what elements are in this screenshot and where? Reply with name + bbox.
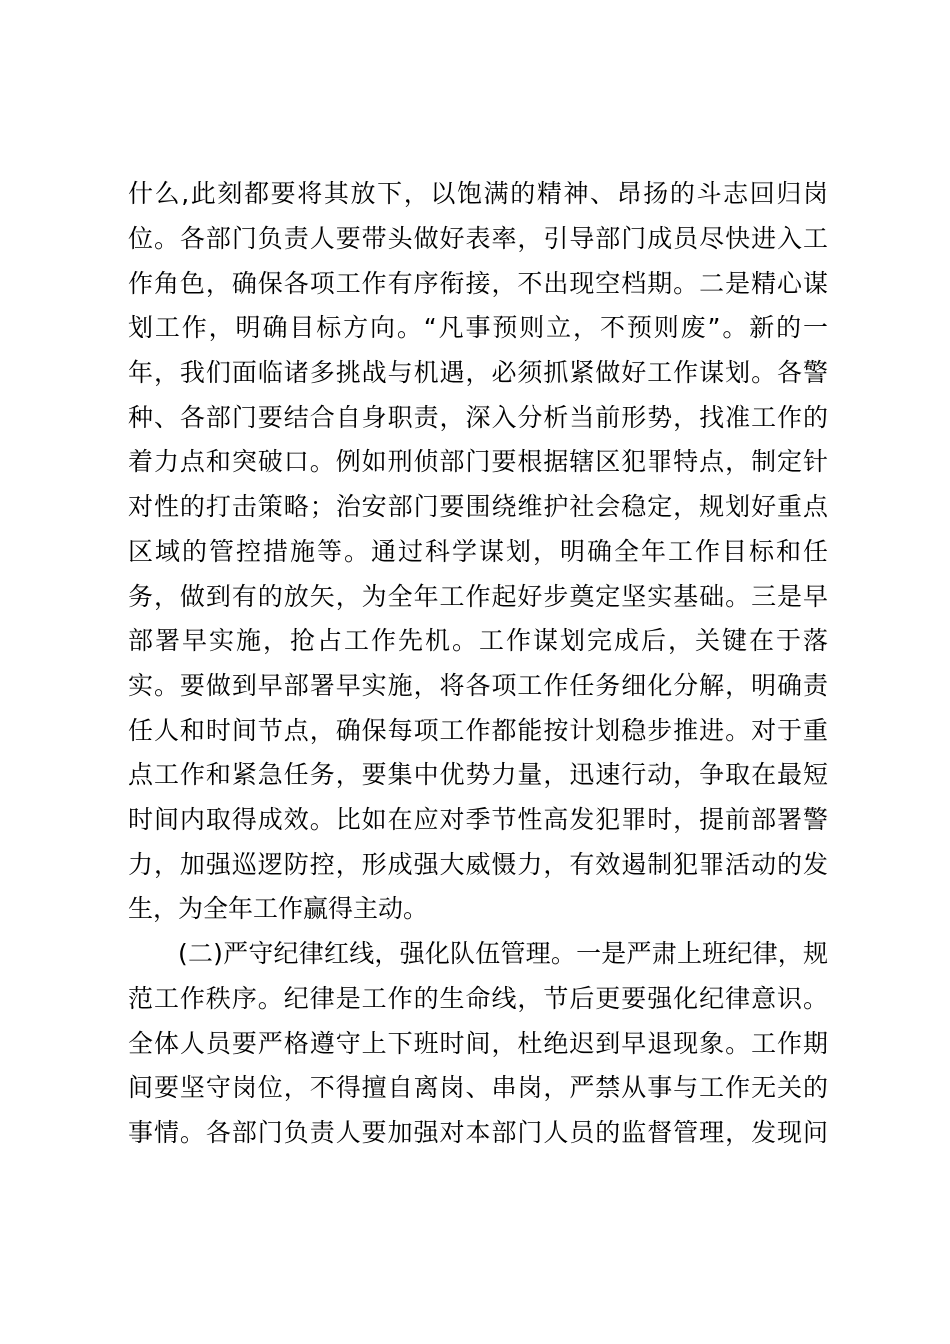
body-text-line-5: 年，我们面临诸多挑战与机遇，必须抓紧做好工作谋划。各警 xyxy=(128,358,828,387)
body-text-line-21: 间要坚守岗位，不得擅自离岗、串岗，严禁从事与工作无关的 xyxy=(128,1073,828,1102)
body-text-line-14: 点工作和紧急任务，要集中优势力量，迅速行动，争取在最短 xyxy=(128,760,828,789)
body-text-line-7: 着力点和突破口。例如刑侦部门要根据辖区犯罪特点，制定针 xyxy=(128,447,828,476)
body-text-line-16: 力，加强巡逻防控，形成强大威慑力，有效遏制犯罪活动的发 xyxy=(128,850,828,879)
body-text-line-17: 生，为全年工作赢得主动。 xyxy=(128,894,429,923)
body-text-line-9: 区域的管控措施等。通过科学谋划，明确全年工作目标和任 xyxy=(128,537,828,566)
body-text-line-20: 全体人员要严格遵守上下班时间，杜绝迟到早退现象。工作期 xyxy=(128,1029,828,1058)
body-text-line-2: 位。各部门负责人要带头做好表率，引导部门成员尽快进入工 xyxy=(128,224,828,253)
body-text-line-19: 范工作秩序。纪律是工作的生命线，节后更要强化纪律意识。 xyxy=(128,984,828,1013)
body-text-line-12: 实。要做到早部署早实施，将各项工作任务细化分解，明确责 xyxy=(128,671,828,700)
body-text-line-13: 任人和时间节点，确保每项工作都能按计划稳步推进。对于重 xyxy=(128,716,828,745)
body-text-line-22: 事情。各部门负责人要加强对本部门人员的监督管理，发现问 xyxy=(128,1118,828,1147)
body-text-line-10: 务，做到有的放矢，为全年工作起好步奠定坚实基础。三是早 xyxy=(128,582,828,611)
body-text-line-11: 部署早实施，抢占工作先机。工作谋划完成后，关键在于落 xyxy=(128,626,828,655)
body-text-line-3: 作角色，确保各项工作有序衔接，不出现空档期。二是精心谋 xyxy=(128,269,828,298)
body-text-line-15: 时间内取得成效。比如在应对季节性高发犯罪时，提前部署警 xyxy=(128,805,828,834)
body-text-line-1: 什么,此刻都要将其放下，以饱满的精神、昂扬的斗志回归岗 xyxy=(128,179,828,208)
section-heading-paragraph-line-1: (二)严守纪律红线，强化队伍管理。一是严肃上班纪律，规 xyxy=(178,939,828,968)
body-text-line-4: 划工作，明确目标方向。“凡事预则立，不预则废”。新的一 xyxy=(128,313,828,342)
body-text-line-6: 种、各部门要结合自身职责，深入分析当前形势，找准工作的 xyxy=(128,403,828,432)
body-text-line-8: 对性的打击策略；治安部门要围绕维护社会稳定，规划好重点 xyxy=(128,492,828,521)
